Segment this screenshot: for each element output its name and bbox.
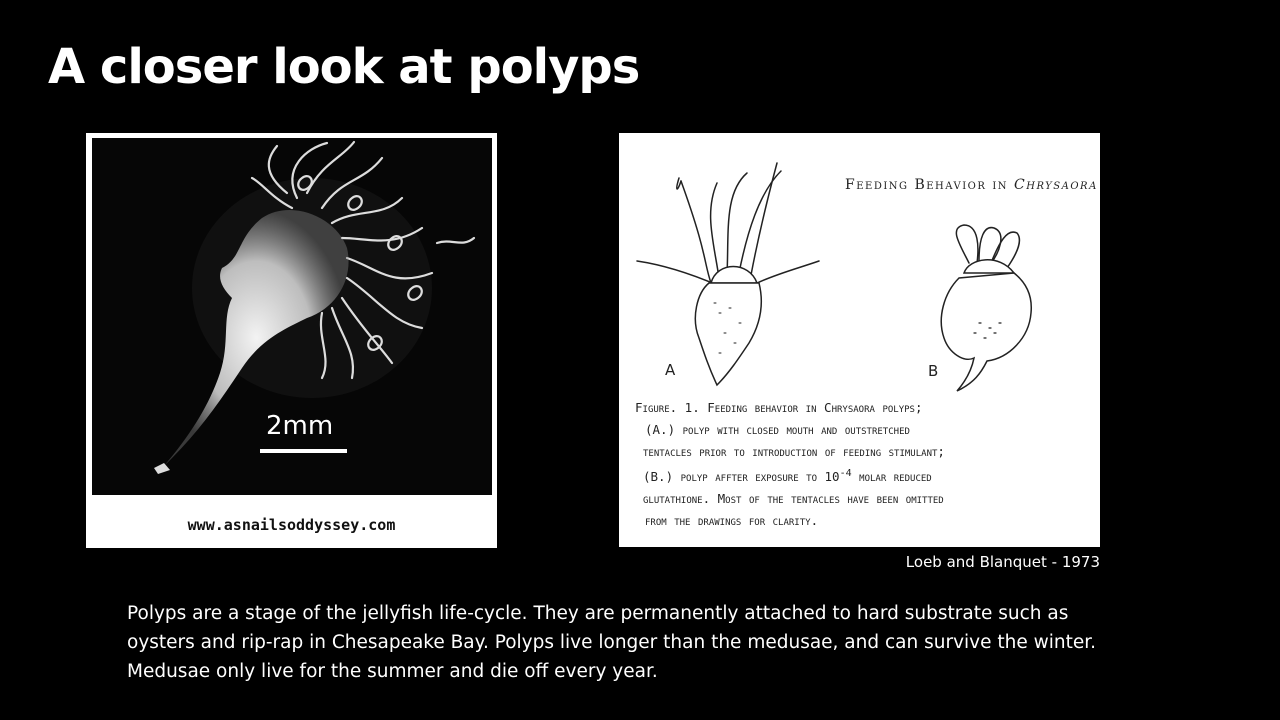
caption-line-4-head: (B.) polyp affter exposure to 10 (643, 469, 840, 485)
caption-line: (A.) polyp with closed mouth and outstretched (645, 422, 910, 437)
photo-credit-url: www.asnailsoddyssey.com (187, 516, 396, 534)
caption-line: from the drawings for clarity. (645, 513, 819, 529)
polyp-b-drawing (941, 225, 1031, 391)
figure-heading-prefix: Feeding Behavior in (845, 177, 1009, 193)
caption-line: tentacles prior to introduction of feeding stimulant; (643, 444, 945, 459)
caption-exponent: -4 (839, 468, 852, 479)
figure-caption (635, 397, 1075, 532)
body-line: oysters and rip-rap in Chesapeake Bay. Polyps live longer than the medusae, and can survive the winter. (127, 632, 1097, 653)
scale-bar (260, 449, 347, 453)
feeding-behavior-figure (619, 133, 1100, 547)
polyp-a-drawing (637, 163, 819, 385)
body-line: Medusae only live for the summer and die off every year. (127, 661, 658, 682)
caption-line: glutathione. Most of the tentacles have been omitted (643, 491, 944, 507)
caption-line-4-tail: molar reduced (851, 469, 932, 485)
figure-label-a: A (665, 361, 676, 379)
figure-citation: Loeb and Blanquet - 1973 (905, 553, 1100, 571)
polyp-photograph (92, 138, 492, 495)
figure-label-b: B (928, 362, 939, 380)
slide-title: A closer look at polyps (48, 39, 640, 95)
caption-line-with-exponent (635, 463, 1075, 488)
body-line: Polyps are a stage of the jellyfish life-cycle. They are permanently attached to hard substrate such as (127, 603, 1069, 624)
scale-bar-label: 2mm (266, 411, 334, 441)
body-paragraph (127, 599, 1187, 686)
caption-line: Figure. 1. Feeding behavior in Chrysaora polyps; (635, 400, 923, 415)
figure-heading-genus: Chrysaora (1014, 177, 1098, 193)
polyp-photo-panel (86, 133, 497, 548)
polyp-drawings (619, 133, 1100, 393)
polyp-silhouette-illustration (92, 138, 492, 495)
